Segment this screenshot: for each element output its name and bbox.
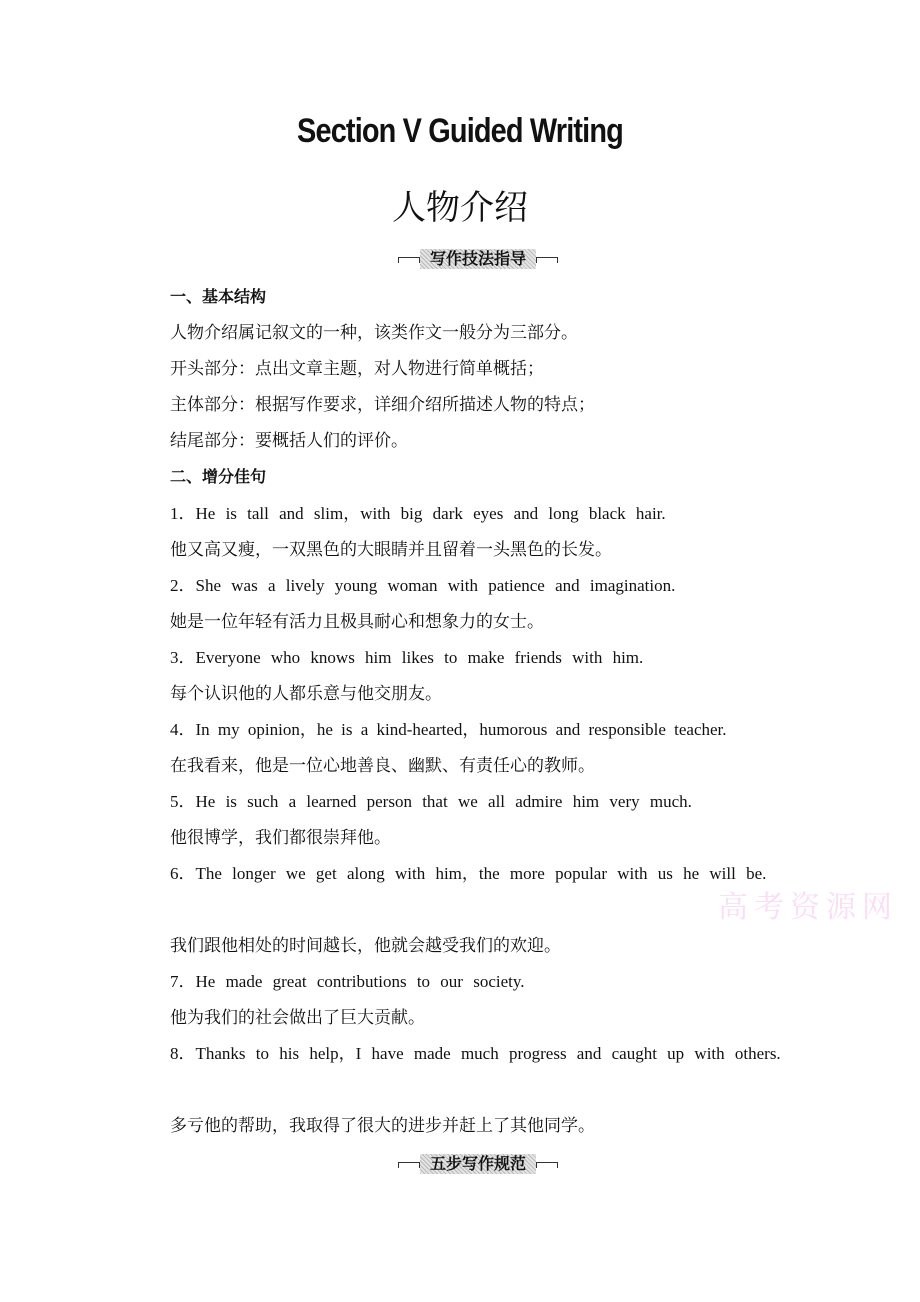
example-sentence: 1．He is tall and slim，with big dark eyes and long black hair. bbox=[170, 504, 666, 523]
translation: 我们跟他相处的时间越长，他就会越受我们的欢迎。 bbox=[170, 936, 561, 955]
heading-structure: 一、基本结构 bbox=[170, 287, 267, 306]
paragraph: 人物介绍属记叙文的一种，该类作文一般分为三部分。 bbox=[170, 323, 578, 342]
section-banner-five-steps bbox=[398, 1152, 558, 1176]
translation: 他为我们的社会做出了巨大贡献。 bbox=[170, 1008, 425, 1027]
translation: 在我看来，他是一位心地善良、幽默、有责任心的教师。 bbox=[170, 756, 595, 775]
paragraph: 开头部分：点出文章主题，对人物进行简单概括； bbox=[170, 359, 544, 378]
example-sentence: 7．He made great contributions to our society. bbox=[170, 972, 525, 991]
example-sentence: 3．Everyone who knows him likes to make friends with him. bbox=[170, 648, 644, 667]
translation: 每个认识他的人都乐意与他交朋友。 bbox=[170, 684, 442, 703]
banner-label: 五步写作规范 bbox=[429, 1154, 526, 1173]
example-sentence: 4．In my opinion，he is a kind-hearted，humorous and responsible teacher. bbox=[170, 720, 727, 739]
banner-label: 写作技法指导 bbox=[429, 249, 526, 268]
translation: 他很博学，我们都很崇拜他。 bbox=[170, 828, 391, 847]
topic-title: 人物介绍 bbox=[392, 190, 528, 227]
paragraph: 主体部分：根据写作要求，详细介绍所描述人物的特点； bbox=[170, 395, 595, 414]
watermark: 高考资源网 bbox=[718, 891, 898, 924]
heading-sentences: 二、增分佳句 bbox=[170, 467, 267, 486]
section-title: Section V Guided Writing bbox=[297, 112, 623, 150]
translation: 多亏他的帮助，我取得了很大的进步并赶上了其他同学。 bbox=[170, 1116, 595, 1135]
translation: 她是一位年轻有活力且极具耐心和想象力的女士。 bbox=[170, 612, 544, 631]
example-sentence: 5．He is such a learned person that we all admire him very much. bbox=[170, 792, 692, 811]
example-sentence: 8．Thanks to his help，I have made much progress and caught up with others. bbox=[170, 1044, 781, 1063]
translation: 他又高又瘦，一双黑色的大眼睛并且留着一头黑色的长发。 bbox=[170, 540, 612, 559]
example-sentence: 6．The longer we get along with him，the more popular with us he will be. bbox=[170, 864, 767, 883]
example-sentence: 2．She was a lively young woman with patience and imagination. bbox=[170, 576, 676, 595]
section-banner-writing-tips bbox=[398, 247, 558, 271]
paragraph: 结尾部分：要概括人们的评价。 bbox=[170, 431, 408, 450]
